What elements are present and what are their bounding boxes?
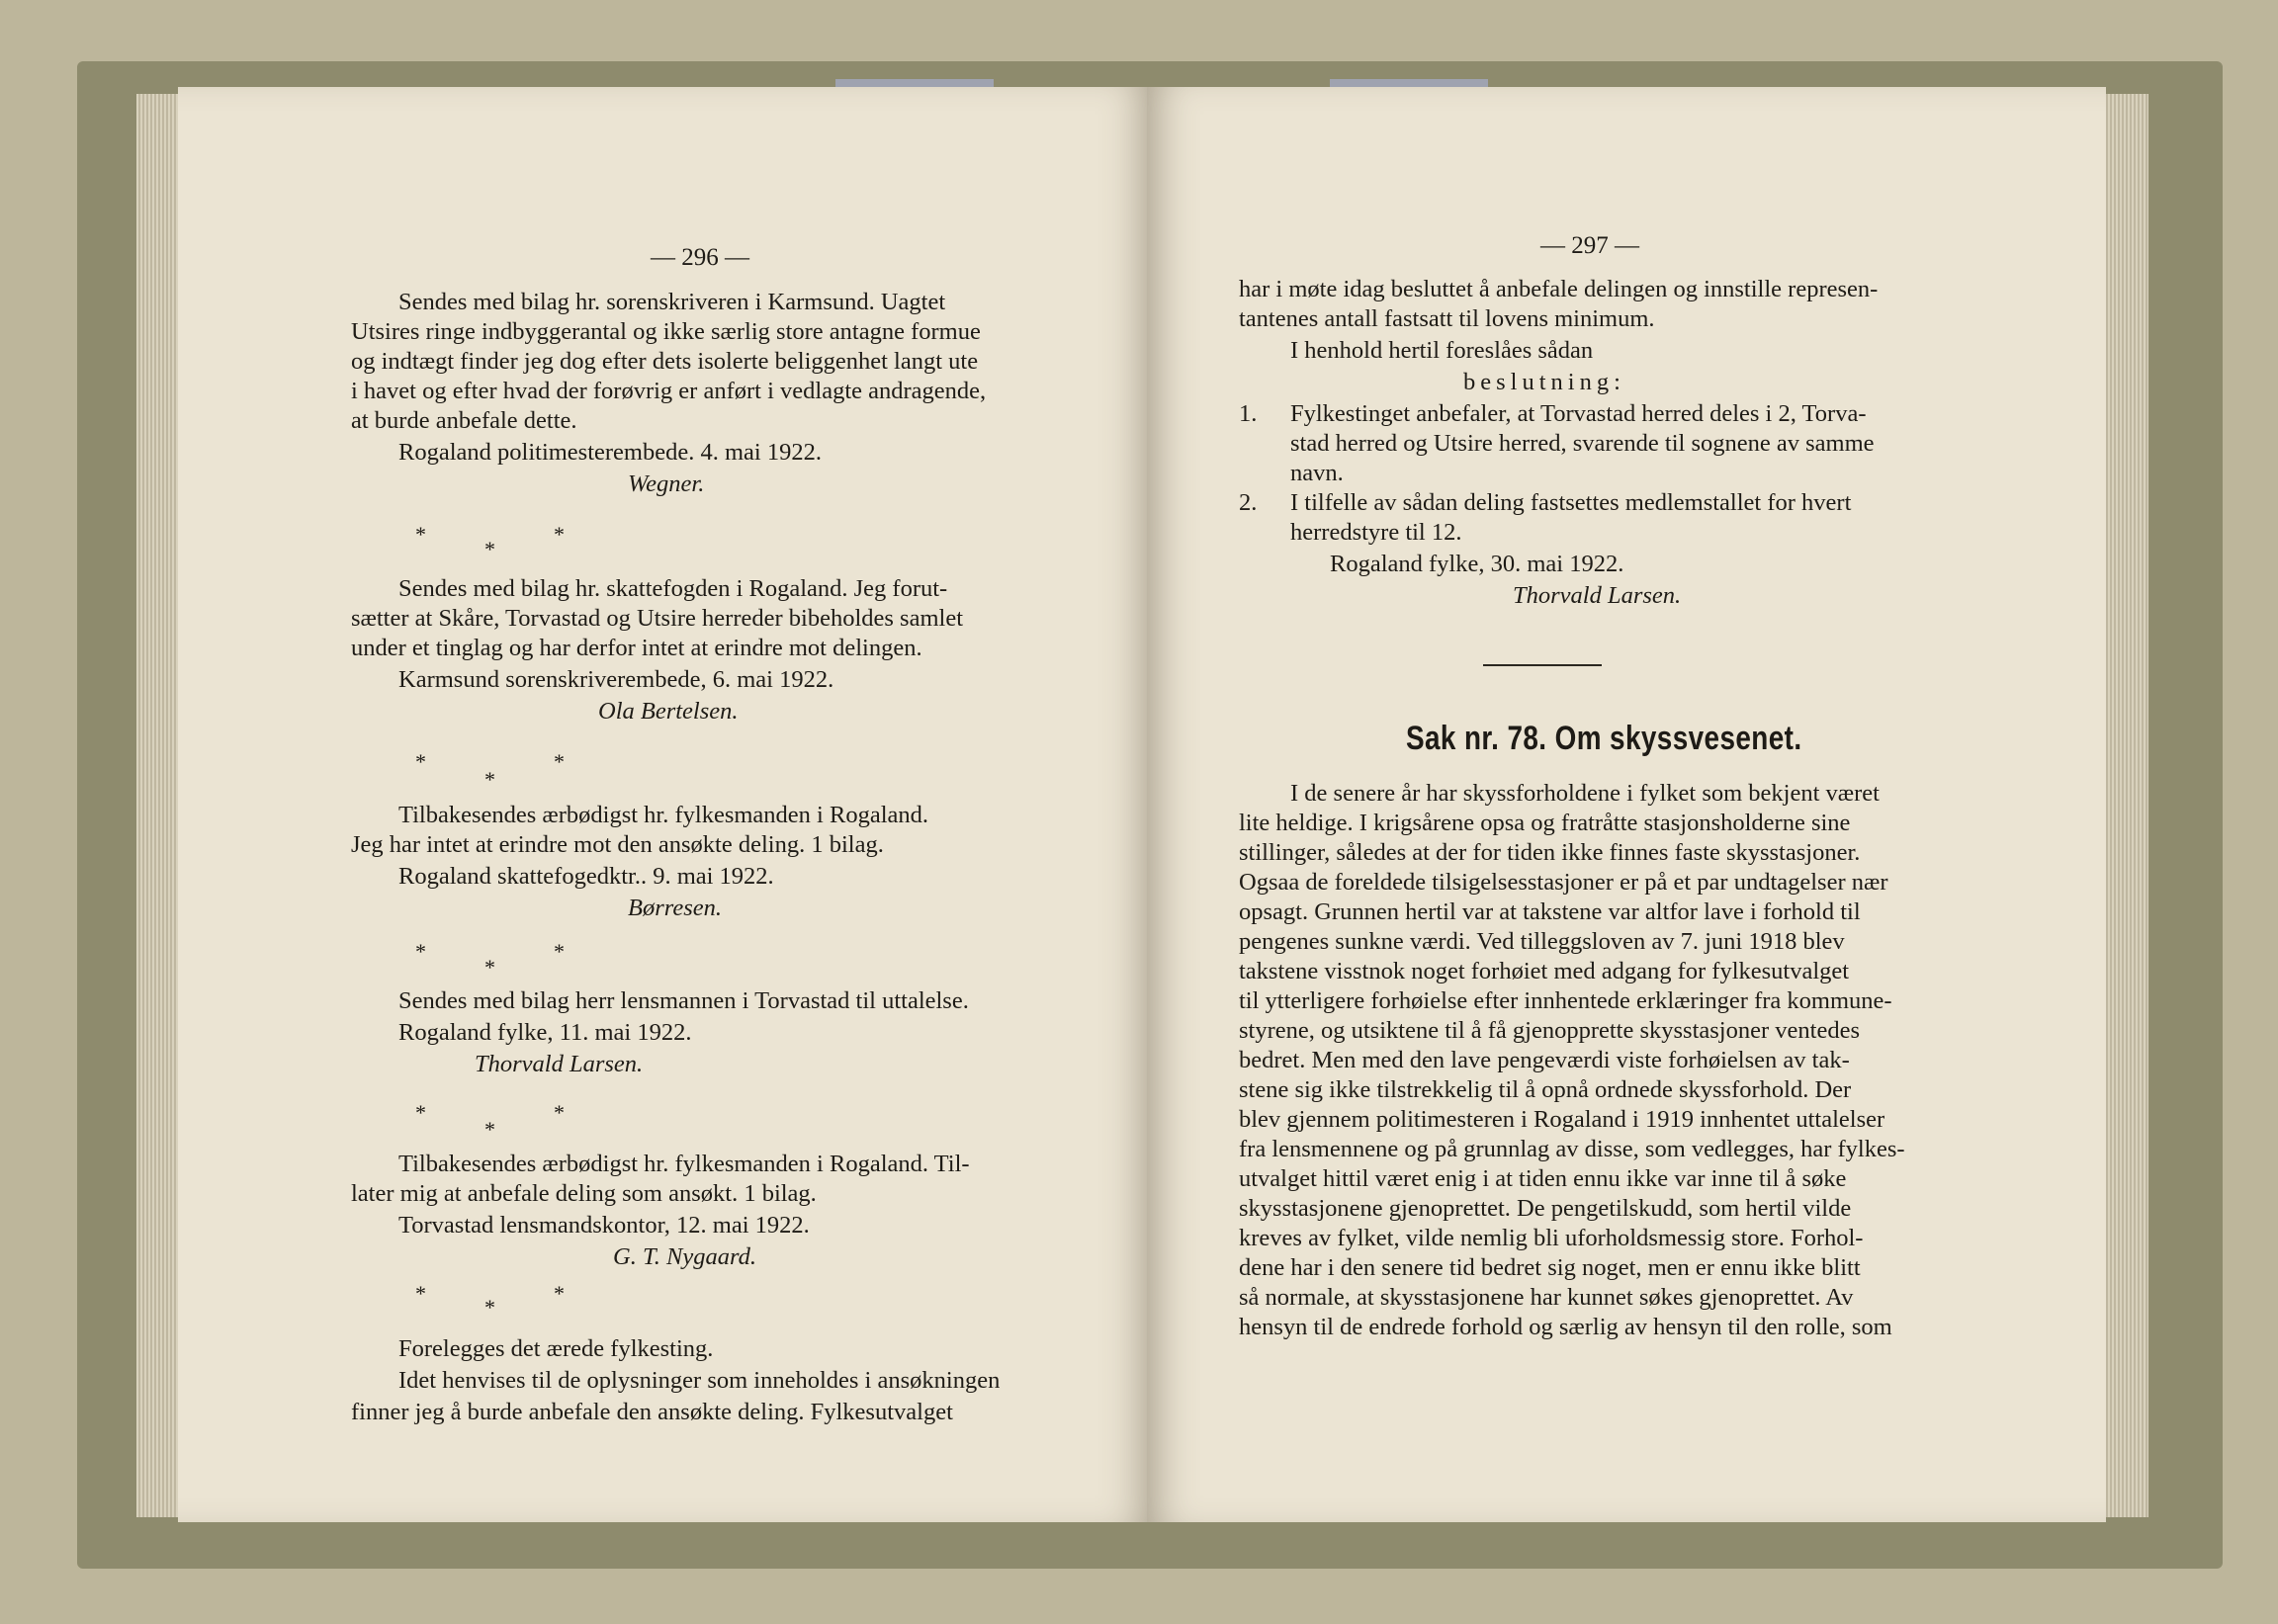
text-line: under et tinglag og har derfor intet at erindre mot delingen. [351, 635, 922, 661]
separator-star: * [554, 939, 565, 964]
text-line: Rogaland skattefogedktr.. 9. mai 1922. [398, 863, 774, 890]
text-line: lite heldige. I krigsårene opsa og fratråtte stasjonsholderne sine [1239, 810, 1851, 836]
text-line: Sendes med bilag herr lensmannen i Torvastad til uttalelse. [398, 987, 969, 1014]
text-line: fra lensmennene og på grunnlag av disse, som vedlegges, har fylkes- [1239, 1136, 1905, 1162]
separator-star: * [554, 749, 565, 774]
separator-star: * [484, 537, 495, 561]
separator-star: * [415, 939, 426, 964]
text-line: I henhold hertil foreslåes sådan [1290, 337, 1594, 364]
separator-star: * [484, 1295, 495, 1320]
section-rule [1483, 664, 1602, 666]
list-number: 2. [1239, 489, 1258, 516]
text-line: takstene visstnok noget forhøiet med adgang for fylkesutvalget [1239, 958, 1850, 984]
right-page [1147, 87, 2106, 1522]
text-line: Rogaland politimesterembede. 4. mai 1922. [398, 439, 822, 466]
signature: Thorvald Larsen. [475, 1051, 644, 1077]
separator-star: * [415, 1100, 426, 1125]
text-line: Fylkestinget anbefaler, at Torvastad herred deles i 2, Torva- [1290, 400, 1867, 427]
separator-star: * [554, 1100, 565, 1125]
text-line: dene har i den senere tid bedret sig noget, men er ennu ikke blitt [1239, 1254, 1861, 1281]
text-line: Jeg har intet at erindre mot den ansøkte deling. 1 bilag. [351, 831, 884, 858]
separator-star: * [415, 749, 426, 774]
text-line: stillinger, således at der for tiden ikke finnes faste skysstasjoner. [1239, 839, 1861, 866]
text-line: Torvastad lensmandskontor, 12. mai 1922. [398, 1212, 810, 1239]
text-line: navn. [1290, 460, 1344, 486]
text-line: så normale, at skysstasjonene har kunnet søkes gjenoprettet. Av [1239, 1284, 1854, 1311]
text-line: finner jeg å burde anbefale den ansøkte deling. Fylkesutvalget [351, 1399, 953, 1425]
text-line: til ytterligere forhøielse efter innhentede erklæringer fra kommune- [1239, 987, 1892, 1014]
separator-star: * [554, 522, 565, 547]
text-line: stad herred og Utsire herred, svarende til sognene av samme [1290, 430, 1875, 457]
text-line: har i møte idag besluttet å anbefale delingen og innstille represen- [1239, 276, 1879, 302]
text-line: Sendes med bilag hr. sorenskriveren i Karmsund. Uagtet [398, 289, 946, 315]
text-line: Sendes med bilag hr. skattefogden i Rogaland. Jeg forut- [398, 575, 948, 602]
text-line: later mig at anbefale deling som ansøkt. 1 bilag. [351, 1180, 817, 1207]
separator-star: * [554, 1281, 565, 1306]
text-line: Tilbakesendes ærbødigst hr. fylkesmanden i Rogaland. [398, 802, 928, 828]
text-line: Tilbakesendes ærbødigst hr. fylkesmanden i Rogaland. Til- [398, 1151, 970, 1177]
left-page [178, 87, 1152, 1522]
text-line: sætter at Skåre, Torvastad og Utsire herreder bibeholdes samlet [351, 605, 963, 632]
page-edges-left [136, 94, 181, 1517]
list-number: 1. [1239, 400, 1258, 427]
text-line: stene sig ikke tilstrekkelig til å opnå ordnede skyssforhold. Der [1239, 1076, 1852, 1103]
text-line: opsagt. Grunnen hertil var at takstene var altfor lave i forhold til [1239, 898, 1861, 925]
separator-star: * [415, 1281, 426, 1306]
text-line: I de senere år har skyssforholdene i fylket som bekjent været [1290, 780, 1880, 807]
signature: Wegner. [628, 470, 705, 497]
text-line: Idet henvises til de oplysninger som inneholdes i ansøkningen [398, 1367, 1001, 1394]
text-line: blev gjennem politimesteren i Rogaland i 1919 innhentet uttalelser [1239, 1106, 1885, 1133]
signature: Thorvald Larsen. [1513, 582, 1682, 609]
text-line: Utsires ringe indbyggerantal og ikke særlig store antagne formue [351, 318, 981, 345]
text-line: I tilfelle av sådan deling fastsettes medlemstallet for hvert [1290, 489, 1852, 516]
page-number: — 297 — [1540, 232, 1639, 259]
section-heading: Sak nr. 78. Om skyssvesenet. [1406, 720, 1802, 757]
signature: Børresen. [628, 895, 723, 921]
text-line: tantenes antall fastsatt til lovens minimum. [1239, 305, 1655, 332]
text-line: skysstasjonene gjenoprettet. De pengetilskudd, som hertil vilde [1239, 1195, 1852, 1222]
text-line: Karmsund sorenskriverembede, 6. mai 1922. [398, 666, 834, 693]
text-line: i havet og efter hvad der forøvrig er anført i vedlagte andragende, [351, 378, 987, 404]
text-line: herredstyre til 12. [1290, 519, 1462, 546]
resolution-heading: beslutning: [1463, 369, 1625, 395]
page-number: — 296 — [651, 244, 749, 271]
text-line: at burde anbefale dette. [351, 407, 577, 434]
signature: Ola Bertelsen. [598, 698, 739, 725]
separator-star: * [484, 767, 495, 792]
separator-star: * [484, 955, 495, 980]
page-edges-right [2104, 94, 2148, 1517]
text-line: pengenes sunkne værdi. Ved tilleggsloven av 7. juni 1918 blev [1239, 928, 1845, 955]
text-line: styrene, og utsiktene til å få gjenopprette skysstasjoner ventedes [1239, 1017, 1860, 1044]
text-line: utvalget hittil været enig i at tiden ennu ikke var inne til å søke [1239, 1165, 1847, 1192]
text-line: kreves av fylket, vilde nemlig bli uforholdsmessig store. Forhol- [1239, 1225, 1864, 1251]
text-line: Rogaland fylke, 30. mai 1922. [1330, 551, 1624, 577]
text-line: og indtægt finder jeg dog efter dets isolerte beliggenhet langt ute [351, 348, 979, 375]
signature: G. T. Nygaard. [613, 1243, 756, 1270]
text-line: Ogsaa de foreldede tilsigelsesstasjoner er på et par undtagelser nær [1239, 869, 1888, 896]
text-line: bedret. Men med den lave pengeværdi viste forhøielsen av tak- [1239, 1047, 1850, 1073]
text-line: Forelegges det ærede fylkesting. [398, 1335, 714, 1362]
text-line: hensyn til de endrede forhold og særlig av hensyn til den rolle, som [1239, 1314, 1892, 1340]
separator-star: * [484, 1117, 495, 1142]
separator-star: * [415, 522, 426, 547]
text-line: Rogaland fylke, 11. mai 1922. [398, 1019, 692, 1046]
